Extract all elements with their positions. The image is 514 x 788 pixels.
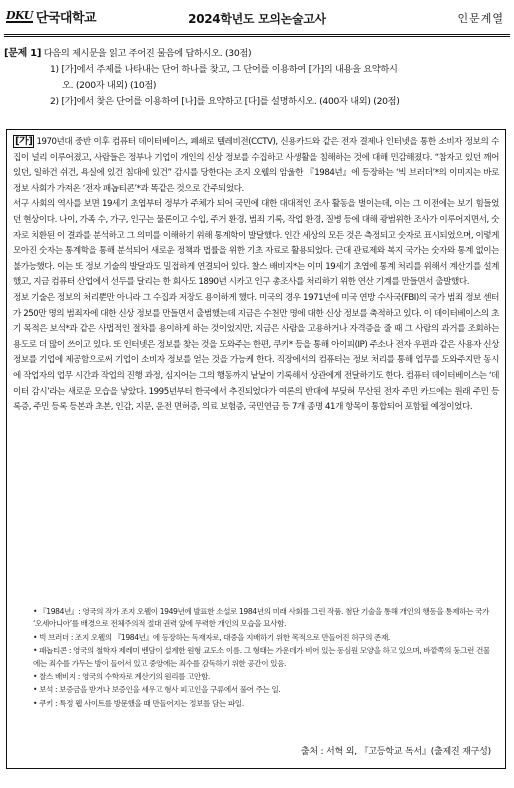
footnote: • 빅 브러더 : 조지 오웰의 『1984년』에 등장하는 독재자로, 대중을 지배하기 위한 목적으로 만들어진 허구의 존재. xyxy=(33,632,390,642)
footnote: • 쿠키 : 특정 웹 사이트를 방문했을 때 만들어지는 정보를 담는 파일. xyxy=(33,698,244,708)
question-instruction: 다음의 제시문을 읽고 주어진 물음에 답하시오. (30점) xyxy=(43,48,252,59)
page-header xyxy=(4,4,510,30)
passage-label: [가] xyxy=(15,136,33,147)
header-divider xyxy=(4,34,510,35)
question-item-2: 2) [가]에서 찾은 단어를 이용하여 [나]를 요약하고 [다]를 설명하시오. (400자 내외) (20점) xyxy=(50,96,400,107)
passage-paragraph-1: 1970년대 중반 이후 컴퓨터 데이터베이스, 폐쇄로 텔레비전(CCTV), 신용카드와 같은 전자 결제나 인터넷을 통한 소비자 정보의 수집이 널리 이루어졌고, 사람들은 정부나 기업이 개인의 신상 정보를 수집하고 사생활을 침해하는 것에 대해 민감해졌다. “참자고 있던 깨어 있던, 일하건 쉬건, 욕실에 있건 침대에 있건” 감시를 당한다는 조지 오웰의 암울한 『1984년』에 등장하는 ‘빅 브러더’*의 이미지는 바로 정보 사회가 가져온 ‘전자 패놉티콘’*과 똑같은 것으로 간주되었다. xyxy=(13,137,499,194)
exam-title: 2024학년도 모의논술고사 xyxy=(188,12,326,26)
question-item-1-cont: 오. (200자 내외) (10점) xyxy=(62,80,157,91)
logo-mark: DKU xyxy=(6,9,33,22)
footnote: • 패놉티콘 : 영국의 철학자 제레미 벤담이 설계한 원형 교도소 이름. 그 형태는 가운데가 비어 있는 동심원 모양을 하고 있으며, 바깥쪽의 둥그런 건물에는 죄수를 가두는 방이 들어서 있고 중앙에는 죄수를 감독하기 위한 공간이 있음. xyxy=(33,646,490,668)
logo-text: 단국대학교 xyxy=(35,11,97,26)
header-divider-double xyxy=(4,36,510,37)
passage-box xyxy=(6,129,506,769)
footnote: • 『1984년』: 영국의 작가 조지 오웰이 1949년에 발표한 소설로 1984년의 미래 사회를 그린 작품. 첨단 기술을 통해 개인의 행동을 통제하는 국가 ‘오세아니아’를 배경으로 전체주의적 절대 권력 앞에 무력한 개인의 모습을 묘사함. xyxy=(33,607,489,629)
footnotes xyxy=(33,606,495,711)
question-block xyxy=(4,46,510,110)
exam-track: 인문계열 xyxy=(457,12,504,25)
passage-text xyxy=(13,134,499,416)
question-label: [문제 1] xyxy=(4,48,42,59)
question-item-1: 1) [가]에서 주제를 나타내는 단어 하나를 찾고, 그 단어를 이용하여 [가]의 내용을 요약하시 xyxy=(50,64,398,75)
passage-paragraph-2: 서구 사회의 역사를 보면 19세기 초엽부터 정부가 주체가 되어 국민에 대한 대대적인 조사 활동을 벌이는데, 이는 그 이전에는 보기 힘들었던 현상이다. 나이, 가족 수, 가구, 인구는 물론이고 수입, 주거 환경, 범죄 기록, 작업 환경, 질병 등에 대해 광범위한 조사가 이루어지면서, 숫자로 치환된 이 결과를 분석하고 그 의미를 이해하기 위해 통계학이 발달했다. 인간 세상의 모든 것은 측정되고 숫자로 표시되었으며, 이렇게 모아진 숫자는 통계학을 통해 분석되어 새로운 정책과 법률을 위한 기초 자료로 활용되었다. 근대 관료제와 복지 국가는 숫자와 통계 없이는 불가능했다. 이는 또 정보 기술의 발달과도 밀접하게 연결되어 있다. 찰스 배비지*는 이미 19세기 초엽에 통계 처리를 위해서 계산기를 설계했고, 지금 컴퓨터 산업에서 선두를 달리는 한 회사도 1890년 시카고 인구 총조사를 처리하기 위한 연산 기계를 만들면서 출발했다. xyxy=(13,199,499,288)
passage-paragraph-3: 정보 기술은 정보의 처리뿐만 아니라 그 수집과 저장도 용이하게 했다. 미국의 경우 1971년에 미국 연방 수사국(FBI)의 국가 범죄 정보 센터가 250만 명의 범죄자에 대한 신상 정보를 만들면서 출범했는데 지금은 수천만 명에 대한 신상 정보를 축적하고 있다. 이 데이터베이스의 초기 목적은 보석*과 같은 사법적인 절차를 용이하게 하는 것이었지만, 지금은 사람을 고용하거나 자격증을 줄 때 그 사람의 과거를 조회하는 용도로 더 많이 쓰이고 있다. 또 인터넷은 정보를 찾는 것을 도와주는 한편, 쿠키* 등을 통해 아이피(IP) 주소나 전자 우편과 같은 사용자 신상 정보를 기업에 제공함으로써 기업이 소비자 정보를 얻는 것을 가능케 한다. 직장에서의 컴퓨터는 정보 처리를 통해 업무를 도와주지만 동시에 작업자의 업무 시간과 작업의 진행 과정, 심지어는 그의 행동까지 낱낱이 기록해서 상관에게 전달하기도 한다. 컴퓨터 데이터베이스는 ‘데이터 감시’라는 새로운 모습을 낳았다. 1995년부터 한국에서 추진되었다가 여론의 반대에 부딪혀 무산된 전자 주민 카드에는 원래 주민 등록증, 주민 등록 등본과 초본, 인감, 지문, 운전 면허증, 의료 보험증, 국민연금 등 7개 종명 41개 항목이 통합되어 포함될 예정이었다. xyxy=(13,292,499,413)
footnote: • 보석 : 보증금을 받거나 보증인을 세우고 형사 피고인을 구류에서 풀어 주는 일. xyxy=(33,685,281,695)
footnote: • 찰스 배비지 : 영국의 수학자로 계산기의 원리를 고안함. xyxy=(33,672,210,682)
source-citation: 출처 : 서혁 외, 『고등학교 독서』(출제진 재구성) xyxy=(300,747,491,757)
